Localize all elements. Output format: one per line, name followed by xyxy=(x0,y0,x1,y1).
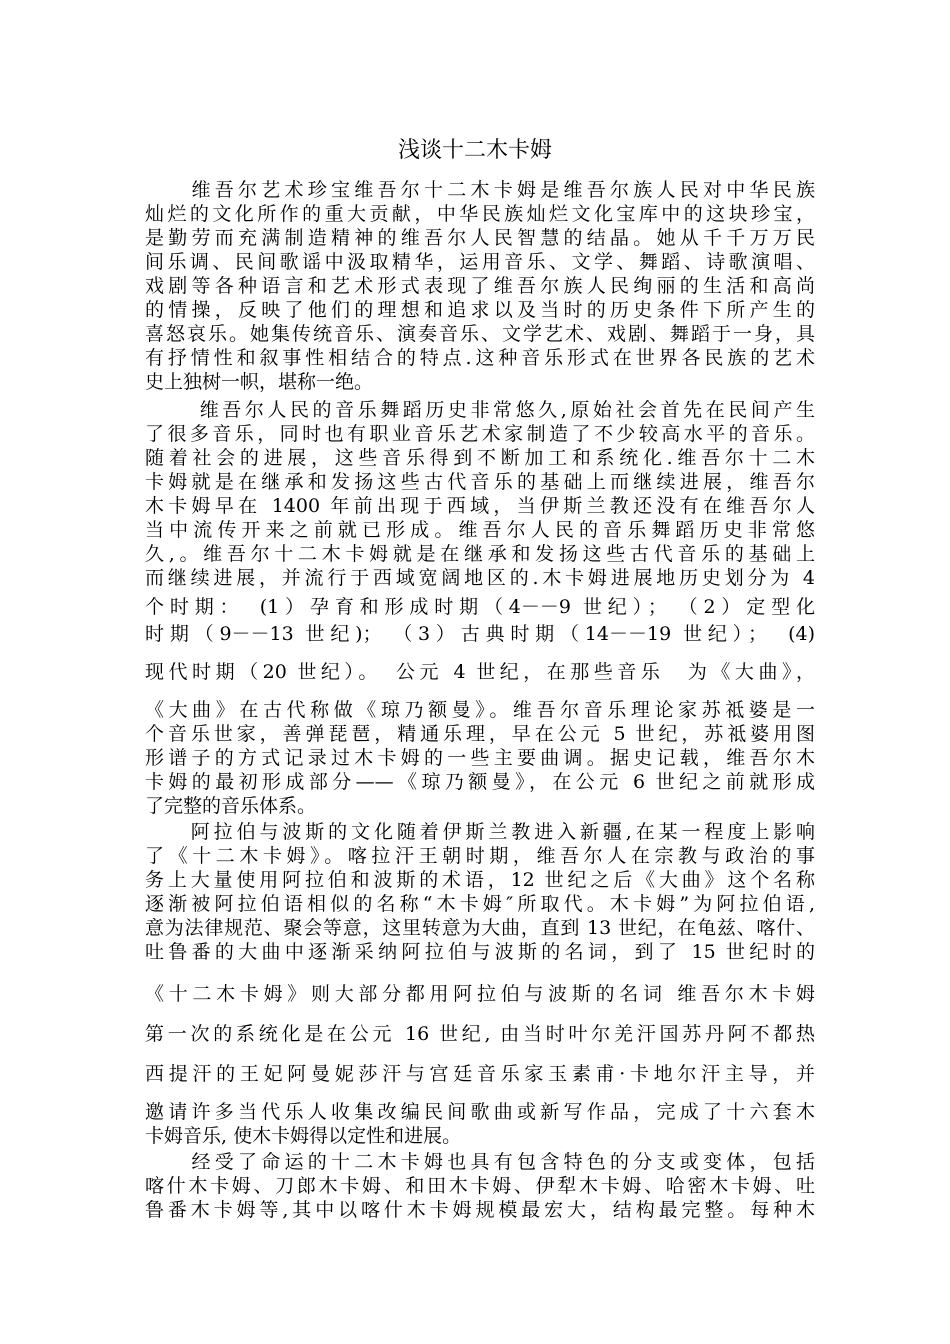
text-line: 的情操，反映了他们的理想和追求以及当时的历史条件下所产生的 xyxy=(145,299,815,321)
text-line: 阿拉伯与波斯的文化随着伊斯兰教进入新疆,在某一程度上影响 xyxy=(145,821,815,843)
text-line: 维吾尔艺术珍宝维吾尔十二木卡姆是维吾尔族人民对中华民族 xyxy=(145,179,815,201)
text-line: 史上独树一帜，堪称一绝。 xyxy=(145,371,374,393)
text-line: 了很多音乐，同时也有职业音乐艺术家制造了不少较高水平的音乐。 xyxy=(145,423,815,445)
text-line: 喜怒哀乐。她集传统音乐、演奏音乐、文学艺术、戏剧、舞蹈于一身，具 xyxy=(145,323,815,345)
text-line: 了《十二木卡姆》。喀拉汗王朝时期，维吾尔人在宗教与政治的事 xyxy=(145,845,815,867)
text-line: 当中流传开来之前就已形成。维吾尔人民的音乐舞蹈历史非常悠 xyxy=(145,519,815,541)
text-line: 时期（9－－13 世纪)； （3）古典时期（14－－19 世纪）； (4) xyxy=(145,623,815,645)
text-line: 现代时期（20 世纪）。 公元 4 世纪，在那些音乐 为《大曲》， xyxy=(145,661,815,683)
text-line: 西提汗的王妃阿曼妮莎汗与宫廷音乐家玉素甫·卡地尔汗主导，并 xyxy=(145,1063,815,1085)
text-line: 卡姆的最初形成部分——《琼乃额曼》，在公元 6 世纪之前就形成 xyxy=(145,771,815,793)
text-line: 形谱子的方式记录过木卡姆的一些主要曲调。据史记载，维吾尔木 xyxy=(145,747,815,769)
text-line: 《大曲》在古代称做《琼乃额曼》。维吾尔音乐理论家苏祗婆是一 xyxy=(145,699,815,721)
text-line: 第一次的系统化是在公元 16 世纪, 由当时叶尔羌汗国苏丹阿不都热 xyxy=(145,1023,815,1045)
text-line: 个时期： (1）孕育和形成时期（4－－9 世纪）； （2）定型化 xyxy=(145,596,815,618)
text-line: 邀请许多当代乐人收集改编民间歌曲或新写作品，完成了十六套木 xyxy=(145,1101,815,1123)
text-line: 卡姆就是在继承和发扬这些古代音乐的基础上而继续进展，维吾尔 xyxy=(145,471,815,493)
text-line: 维吾尔人民的音乐舞蹈历史非常悠久,原始社会首先在民间产生 xyxy=(145,399,815,421)
text-line: 了完整的音乐体系。 xyxy=(145,795,317,817)
text-line: 而继续进展，并流行于西域宽阔地区的.木卡姆进展地历史划分为 4 xyxy=(145,567,815,589)
text-line: 随着社会的进展，这些音乐得到不断加工和系统化.维吾尔十二木 xyxy=(145,447,815,469)
text-line: 是勤劳而充满制造精神的维吾尔人民智慧的结晶。她从千千万万民 xyxy=(145,227,815,249)
text-line: 《十二木卡姆》则大部分都用阿拉伯与波斯的名词 维吾尔木卡姆 xyxy=(145,983,815,1005)
text-line: 戏剧等各种语言和艺术形式表现了维吾尔族人民绚丽的生活和高尚 xyxy=(145,275,815,297)
text-line: 木卡姆早在 1400 年前出现于西域，当伊斯兰教还没有在维吾尔人 xyxy=(145,495,815,517)
text-line: 务上大量使用阿拉伯和波斯的术语，12 世纪之后《大曲》这个名称 xyxy=(145,869,815,891)
text-line: 逐渐被阿拉伯语相似的名称“木卡姆″所取代。木卡姆”为阿拉伯语, xyxy=(145,893,815,915)
text-line: 间乐调、民间歌谣中汲取精华，运用音乐、文学、舞蹈、诗歌演唱、 xyxy=(145,251,815,273)
text-line: 喀什木卡姆、刀郎木卡姆、和田木卡姆、伊犁木卡姆、哈密木卡姆、吐 xyxy=(145,1175,815,1197)
text-line: 卡姆音乐, 使木卡姆得以定性和进展。 xyxy=(145,1125,462,1147)
text-line: 经受了命运的十二木卡姆也具有包含特色的分支或变体，包括 xyxy=(145,1151,815,1173)
document-title: 浅谈十二木卡姆 xyxy=(397,138,552,163)
text-line: 个音乐世家，善弹琵琶，精通乐理，早在公元 5 世纪，苏祗婆用图 xyxy=(145,723,815,745)
text-line: 有抒情性和叙事性相结合的特点.这种音乐形式在世界各民族的艺术 xyxy=(145,347,815,369)
text-line: 意为法律规范、聚会等意，这里转意为大曲，直到 13 世纪，在龟兹、喀什、 xyxy=(145,917,815,939)
text-line: 吐鲁番的大曲中逐渐采纳阿拉伯与波斯的名词，到了 15 世纪时的 xyxy=(145,941,815,963)
text-line: 灿烂的文化所作的重大贡献，中华民族灿烂文化宝库中的这块珍宝， xyxy=(145,203,815,225)
text-line: 鲁番木卡姆等,其中以喀什木卡姆规模最宏大，结构最完整。每种木 xyxy=(145,1199,815,1221)
text-line: 久,。维吾尔十二木卡姆就是在继承和发扬这些古代音乐的基础上 xyxy=(145,543,815,565)
